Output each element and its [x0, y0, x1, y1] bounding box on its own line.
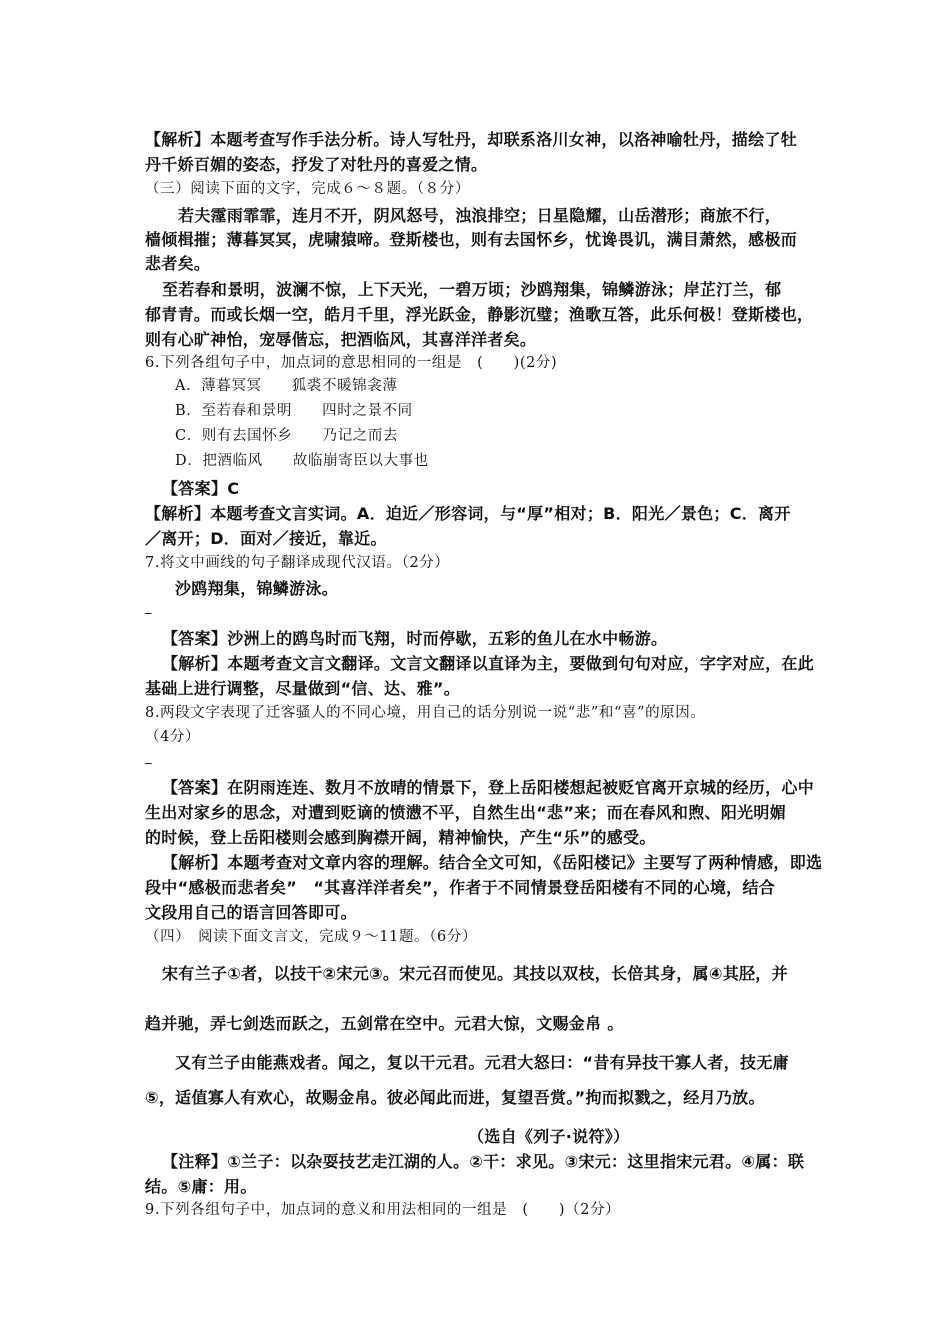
passage-2-line-1: 至若春和景明，波澜不惊，上下天光，一碧万顷；沙鸥翔集，锦鳞游泳；岸芷汀兰，郁	[162, 280, 782, 299]
answer-8-line-3: 的时候，登上岳阳楼则会感到胸襟开阔，精神愉快，产生“乐”的感受。	[145, 828, 656, 847]
passage-3-line-2: 趋并驰，弄七剑迭而跃之，五剑常在空中。元君大惊，文赐金帛 。	[145, 1014, 624, 1033]
passage-2-line-2: 郁青青。而或长烟一空，皓月千里，浮光跃金，静影沉璧；渔歌互答，此乐何极！登斯楼也，	[145, 305, 814, 324]
question-9: 9.下列各组句子中，加点词的意义和用法相同的一组是 ( )（2分）	[145, 1202, 621, 1218]
passage-3-line-1: 宋有兰子①者，以技干②宋元③。宋元召而使见。其技以双枝，长倍其身，属④其胫，并	[162, 964, 788, 983]
passage-4-line-2: ⑤，适值寡人有欢心，故赐金帛。彼必闻此而进，复望吾赏。”拘而拟戮之，经月乃放。	[145, 1088, 765, 1107]
question-6-option-d: D．把酒临风 故临崩寄臣以大事也	[175, 453, 429, 469]
answer-blank-7: _	[145, 600, 152, 615]
question-7: 7.将文中画线的句子翻译成现代汉语。（2分）	[145, 555, 450, 571]
analysis-8-line-1: 【解析】本题考查对文章内容的理解。结合全文可知，《岳阳楼记》主要写了两种情感，即选	[162, 853, 823, 872]
question-6-option-a: A．薄暮冥冥 狐裘不暖锦衾薄	[175, 378, 398, 394]
answer-6: 【答案】C	[162, 479, 240, 498]
passage-2-line-3: 则有心旷神怡，宠辱偕忘，把酒临风，其喜洋洋者矣。	[145, 330, 537, 349]
analysis-poem-line-2: 丹千娇百媚的姿态，抒发了对牡丹的喜爱之情。	[145, 155, 488, 174]
passage-1-line-1: 若夫霪雨霏霏，连月不开，阴风怒号，浊浪排空；日星隐耀，山岳潜形；商旅不行，	[178, 206, 782, 225]
question-6-option-b: B．至若春和景明 四时之景不同	[175, 403, 413, 419]
question-6: 6.下列各组句子中，加点词的意思相同的一组是 ( )(2分)	[145, 355, 558, 371]
question-8-line-2: （4分）	[145, 729, 201, 745]
section-3-heading: （三）阅读下面的文字，完成６～８题。（８分）	[145, 181, 470, 197]
analysis-7-line-1: 【解析】本题考查文言文翻译。文言文翻译以直译为主，要做到句句对应，字字对应，在此	[162, 654, 815, 673]
answer-8-line-1: 【答案】在阴雨连连、数月不放晴的情景下，登上岳阳楼想起被贬官离开京城的经历，心中	[162, 778, 815, 797]
passage-1-line-3: 悲者矣。	[145, 254, 211, 273]
passage-4-line-1: 又有兰子由能燕戏者。闻之，复以干元君。元君大怒曰：“昔有异技干寡人者，技无庸	[175, 1053, 789, 1072]
question-6-option-c: C．则有去国怀乡 乃记之而去	[175, 428, 399, 444]
notes-line-2: 结。⑤庸：用。	[145, 1177, 257, 1196]
analysis-poem-line-1: 【解析】本题考查写作手法分析。诗人写牡丹，却联系洛川女神，以洛神喻牡丹，描绘了牡	[145, 130, 798, 149]
analysis-7-line-2: 基础上进行调整，尽量做到“信、达、雅”。	[145, 679, 461, 698]
section-4-heading: （四） 阅读下面文言文，完成９～11题。（6分）	[145, 929, 478, 945]
analysis-6-line-2: ／离开；D．面对／接近，靠近。	[145, 529, 387, 548]
answer-7: 【答案】沙洲上的鸥鸟时而飞翔，时而停歇，五彩的鱼儿在水中畅游。	[162, 629, 668, 648]
passage-1-line-2: 樯倾楫摧；薄暮冥冥，虎啸猿啼。登斯楼也，则有去国怀乡，忧谗畏讥，满目萧然，感极而	[145, 230, 798, 249]
question-8-line-1: 8.两段文字表现了迁客骚人的不同心境，用自己的话分别说一说“悲”和“喜”的原因。	[145, 705, 706, 721]
analysis-8-line-3: 文段用自己的语言回答即可。	[145, 903, 357, 922]
answer-8-line-2: 生出对家乡的思念，对遭到贬谪的愤懑不平，自然生出“悲”来；而在春风和煦、阳光明媚	[145, 803, 787, 822]
analysis-8-line-2: 段中“感极而悲者矣” “其喜洋洋者矣”，作者于不同情景登岳阳楼有不同的心境，结合	[145, 878, 776, 897]
notes-line-1: 【注释】①兰子：以杂耍技艺走江湖的人。②干：求见。③宋元：这里指宋元君。④属：联	[162, 1152, 805, 1171]
analysis-6-line-1: 【解析】本题考查文言实词。A．迫近／形容词，与“厚”相对；B．阳光／景色；C．离开	[145, 504, 791, 523]
question-7-sentence: 沙鸥翔集，锦鳞游泳。	[175, 579, 339, 598]
source-citation: （选自《列子·说符》）	[468, 1127, 630, 1146]
answer-blank-8: _	[145, 750, 152, 765]
